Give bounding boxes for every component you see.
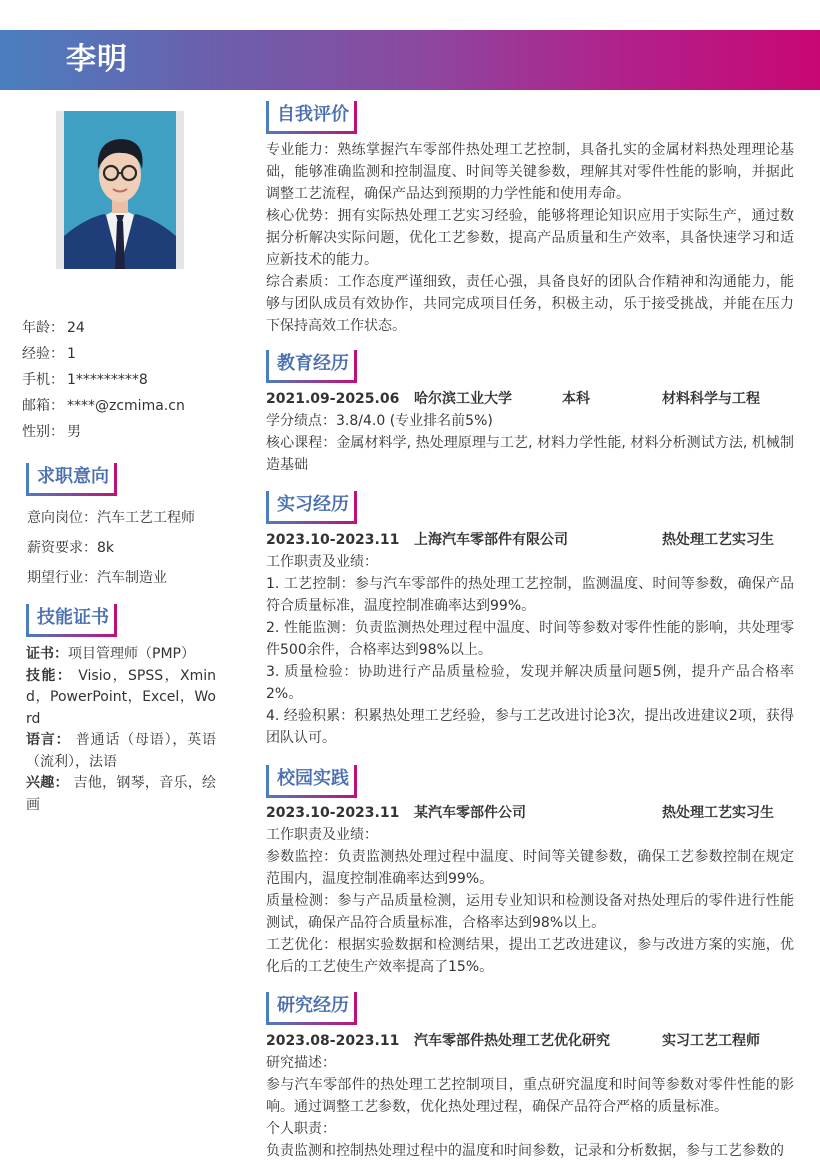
skill-tools [26, 666, 216, 731]
skill-key: 兴趣： [26, 775, 69, 791]
campus-line: 参数监控：负责监测热处理过程中温度、时间等关键参数，确保工艺参数控制在规定范围内，温度控制准确率达到99%。 [266, 849, 794, 887]
section-title-research: 研究经历 [266, 992, 357, 1022]
skill-value: 项目管理师（PMP） [68, 646, 195, 662]
portrait-icon [64, 111, 176, 269]
info-age [22, 318, 185, 344]
section-title-job-intent: 求职意向 [26, 463, 117, 493]
edu-line: 核心课程：金属材料学, 热处理原理与工艺, 材料力学性能, 材料分析测试方法, 机械制造基础 [266, 435, 794, 473]
skill-value: Visio，SPSS，Xmind，PowerPoint，Excel，Word [26, 667, 217, 727]
self-eval-paragraph: 专业能力：熟练掌握汽车零部件热处理工艺控制，具备扎实的金属材料热处理理论基础，能够准确监测和控制温度、时间等关键参数，理解其对零件性能的影响，并据此调整工艺流程，确保产品达到预期的力学性能和使用寿命。 [266, 142, 794, 202]
intern-period: 2023.10-2023.11 [266, 532, 400, 548]
self-eval-paragraph: 综合素质：工作态度严谨细致，责任心强，具备良好的团队合作精神和沟通能力，能够与团队成员有效协作，共同完成项目任务，积极主动，乐于接受挑战，并能在压力下保持高效工作状态。 [266, 274, 794, 334]
edu-school: 哈尔滨工业大学 [414, 391, 512, 407]
info-label: 性别： [22, 424, 64, 440]
candidate-name: 李明 [66, 42, 128, 77]
info-label: 手机： [22, 372, 64, 388]
campus-role: 热处理工艺实习生 [662, 805, 774, 821]
intern-line: 工作职责及业绩： [266, 554, 378, 570]
intent-value: 8k [97, 540, 115, 556]
edu-line: 学分绩点：3.8/4.0 (专业排名前5%) [266, 413, 493, 429]
skill-value: 普通话（母语），英语（流利），法语 [26, 732, 217, 770]
self-eval-paragraph: 核心优势：拥有实际热处理工艺实习经验，能够将理论知识应用于实际生产，通过数据分析解决实际问题，优化工艺参数，提高产品质量和生产效率，具备快速学习和适应新技术的能力。 [266, 208, 794, 268]
section-title-skills: 技能证书 [26, 604, 117, 634]
internship-body [266, 529, 794, 749]
skill-languages [26, 730, 216, 773]
campus-period: 2023.10-2023.11 [266, 805, 400, 821]
info-value: 1 [67, 346, 76, 362]
info-value: 1*********8 [67, 372, 148, 388]
campus-line: 工作职责及业绩： [266, 827, 378, 843]
skill-key: 语言： [26, 732, 71, 748]
intern-company: 上海汽车零部件有限公司 [414, 532, 568, 548]
intern-line: 2. 性能监测：负责监测热处理过程中温度、时间等参数对零件性能的影响，共处理零件500余件，合格率达到98%以上。 [266, 620, 794, 658]
info-label: 邮箱： [22, 398, 64, 414]
research-line: 个人职责： [266, 1121, 336, 1137]
campus-header [266, 802, 794, 824]
intent-industry [27, 568, 195, 598]
internship-header [266, 529, 794, 551]
intern-line: 3. 质量检验：协助进行产品质量检验，发现并解决质量问题5例，提升产品合格率2%。 [266, 664, 794, 702]
intern-role: 热处理工艺实习生 [662, 532, 774, 548]
edu-major: 材料科学与工程 [662, 391, 760, 407]
info-value: 男 [67, 424, 81, 440]
intern-line: 1. 工艺控制：参与汽车零部件的热处理工艺控制，监测温度、时间等参数，确保产品符合质量标准，温度控制准确率达到99%。 [266, 576, 794, 614]
education-body [266, 388, 794, 476]
intent-position [27, 508, 195, 538]
info-email [22, 396, 185, 422]
research-line: 参与汽车零部件的热处理工艺控制项目，重点研究温度和时间等参数对零件性能的影响。通过调整工艺参数，优化热处理过程，确保产品符合严格的质量标准。 [266, 1077, 794, 1115]
research-body [266, 1030, 794, 1162]
intent-value: 汽车制造业 [97, 570, 167, 586]
intent-label: 薪资要求： [27, 540, 97, 556]
research-line: 研究描述： [266, 1055, 336, 1071]
campus-line: 质量检测：参与产品质量检测，运用专业知识和检测设备对热处理后的零件进行性能测试，确保产品符合质量标准，合格率达到98%以上。 [266, 893, 794, 931]
research-role: 实习工艺工程师 [662, 1033, 760, 1049]
intern-line: 4. 经验积累：积累热处理工艺经验，参与工艺改进讨论3次，提出改进建议2项，获得团队认可。 [266, 708, 794, 746]
info-gender [22, 422, 185, 448]
intent-salary [27, 538, 195, 568]
skills-list [26, 644, 216, 816]
job-intent-list [27, 508, 195, 598]
section-title-campus: 校园实践 [266, 765, 357, 795]
basic-info [22, 318, 185, 448]
intent-label: 期望行业： [27, 570, 97, 586]
intent-value: 汽车工艺工程师 [97, 510, 195, 526]
info-label: 年龄： [22, 320, 64, 336]
info-phone [22, 370, 185, 396]
campus-body [266, 802, 794, 978]
research-line: 负责监测和控制热处理过程中的温度和时间参数，记录和分析数据，参与工艺参数的 [266, 1143, 784, 1159]
profile-photo [64, 111, 176, 269]
section-title-internship: 实习经历 [266, 491, 357, 521]
profile-photo-frame [56, 111, 184, 269]
skill-certificate [26, 644, 216, 666]
campus-line: 工艺优化：根据实验数据和检测结果，提出工艺改进建议，参与改进方案的实施，优化后的工艺使生产效率提高了15%。 [266, 937, 794, 975]
section-title-education: 教育经历 [266, 350, 357, 380]
research-project: 汽车零部件热处理工艺优化研究 [414, 1033, 610, 1049]
info-label: 经验： [22, 346, 64, 362]
skill-key: 证书： [26, 646, 68, 662]
info-value: ****@zcmima.cn [67, 398, 185, 414]
campus-company: 某汽车零部件公司 [414, 805, 526, 821]
info-experience [22, 344, 185, 370]
research-header [266, 1030, 794, 1052]
edu-period: 2021.09-2025.06 [266, 391, 400, 407]
skill-key: 技能： [26, 667, 73, 684]
skill-value: 吉他，钢琴，音乐，绘画 [26, 775, 217, 813]
section-title-self-eval: 自我评价 [266, 101, 357, 131]
research-period: 2023.08-2023.11 [266, 1033, 400, 1049]
skill-hobbies [26, 773, 216, 816]
header-banner [0, 30, 820, 90]
self-eval-body [266, 139, 794, 337]
intent-label: 意向岗位： [27, 510, 97, 526]
info-value: 24 [67, 320, 85, 336]
education-header [266, 388, 794, 410]
edu-degree: 本科 [562, 391, 590, 407]
